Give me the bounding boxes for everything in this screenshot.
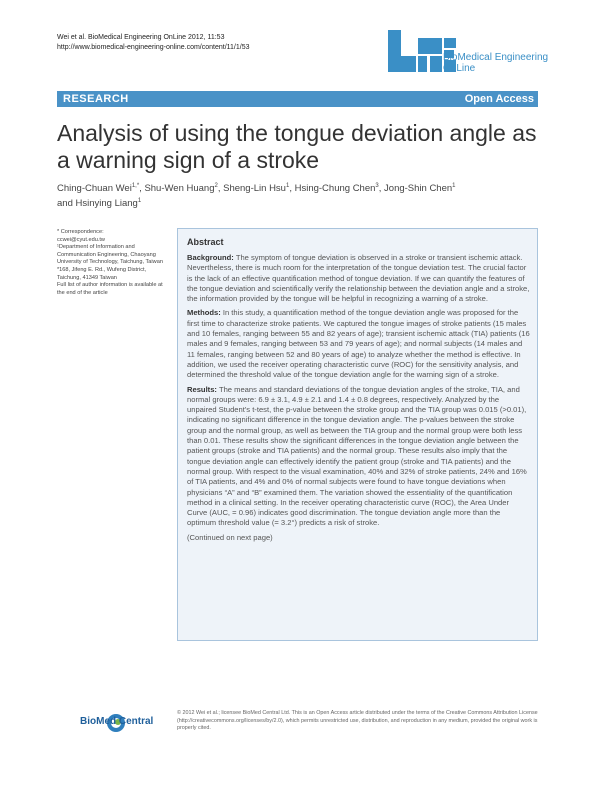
author-name[interactable]: Hsinying Liang [75, 198, 138, 210]
author-list: Ching-Chuan Wei$^{1,*}$, Shu-Wen Huang$^2$, Sheng-Lin Hsu$^1$, Hsing-Chung Chen$^3$, Jong-Shin Chen$^1$ and Hsinying Liang$^1$ [57, 183, 456, 210]
author-affiliation: 1,* [131, 183, 140, 189]
citation-url[interactable]: http://www.biomedical-engineering-online.com/content/11/1/53 [57, 44, 250, 51]
article-type-label: RESEARCH [63, 93, 129, 105]
correspondence-sidebar [57, 229, 169, 297]
results-text: The means and standard deviations of the tongue deviation angles of the stroke, TIA, and normal groups were: 6.9 ± 3.1, 4.9 ± 2.1 and 1.4 ± 0.8 degrees, respectively. Analyzed by the unpaired Student's t-test, the p-value between the stroke group and the TIA group was 0.015 (>0.01), indicating no significant difference in the tongue deviation angle. The p-values between the stroke group and the normal group, as well as between the TIA group and the normal group were both less than 0.01. These results show the significant differences in the tongue deviation angle between the patient groups (stroke and TIA patients) and the normal group. These results also imply that the tongue deviation angle can effectively identify the patient group (stroke and TIA patients) and the normal group. With respect to the visual examination, 40% and 32% of stroke patients, 24% and 16% of TIA patients, and 4% and 0% of normal subjects were found to have tongue deviations when physicians “A” and “B” examined them. The variation showed the essentiality of the quantification method in a clinical setting. In the receiver operating characteristic curve (ROC), the Area Under Curve (AUC, = 0.96) indicates good discrimination. The tongue deviation angle more than the optimum threshold value (= 3.2°) predicts a risk of stroke. [187, 384, 527, 528]
methods-text: In this study, a quantification method of the tongue deviation angle was proposed for the first time to characterize stroke patients. We captured the tongue images of stroke patients (15 males and 10 females, ranging between 55 and 82 years of age); transient ischemic attack (TIA) patients (16 males and 9 females, ranging between 53 and 79 years of age); and normal subjects (14 males and 11 females, ranging between 52 and 80 years of age) to analyze whether the method is effective. In addition, we used the receiver operating characteristic curve (ROC) for the sensitivity analysis, and determined the threshold value of the tongue deviation angle for the warning sign of a stroke. [187, 308, 530, 380]
abstract-methods [187, 308, 530, 380]
correspondence-label: * Correspondence: [57, 229, 104, 235]
journal-logo-text [443, 52, 548, 74]
citation-line-1: Wei et al. BioMedical Engineering OnLine 2012, 11:53 [57, 34, 225, 41]
author-affiliation: 3 [375, 183, 379, 189]
header-citation [57, 33, 249, 53]
author-name[interactable]: Jong-Shin Chen [384, 183, 453, 195]
abstract-heading: Abstract [187, 237, 224, 247]
logo-line-2: OnLine [443, 63, 476, 74]
logo-line-1: BioMedical Engineering [443, 52, 549, 63]
correspondence-email[interactable]: ccwei@cyut.edu.tw [57, 236, 105, 243]
article-title: Analysis of using the tongue deviation angle as a warning sign of a stroke [57, 120, 537, 173]
abstract-background [187, 253, 530, 304]
author-name[interactable]: Shu-Wen Huang [144, 183, 215, 195]
background-text: The symptom of tongue deviation is observed in a stroke or transient ischemic attack. Nevertheless, there is much room for the interpretation of the tongue deviation test. The crucial factor is the lack of an effective quantification method of tongue deviation. If we can quantify the features of the tongue deviation and scientifically verify the relationship between the deviation angle and a stroke, the information provided by the tongue will be helpful in recognizing a warning of a stroke. [187, 253, 530, 304]
affiliation-address: *168, Jifeng E. Rd., Wufeng District, Taichung, 41349 Taiwan [57, 266, 147, 281]
author-name[interactable]: Sheng-Lin Hsu [223, 183, 286, 195]
author-info-note: Full list of author information is available at the end of the article [57, 282, 163, 296]
author-affiliation: 2 [214, 183, 218, 189]
methods-label: Methods: [187, 308, 221, 318]
abstract-body [187, 253, 530, 543]
author-affiliation: 1 [285, 183, 290, 189]
abstract-box [177, 228, 538, 641]
abstract-results [187, 385, 530, 529]
author-affiliation: 1 [452, 183, 456, 189]
copyright-notice: © 2012 Wei et al.; licensee BioMed Central Ltd. This is an Open Access article distributed under the terms of the Creative Commons Attribution License (http://creativecommons.org/licenses/by/2.0), which permits unrestricted use, distribution, and reproduction in any medium, provided the original work is properly cited. [177, 710, 538, 732]
open-access-label: Open Access [464, 93, 534, 105]
publisher-name: BioMed Central [80, 716, 154, 727]
affiliation-1: ¹Department of Information and Communication Engineering, Chaoyang University of Technology, Taichung, Taiwan [57, 244, 163, 266]
background-label: Background: [187, 253, 234, 262]
article-type-banner [57, 91, 538, 107]
author-name[interactable]: Hsing-Chung Chen [294, 183, 376, 195]
author-name[interactable]: Ching-Chuan Wei [57, 183, 132, 195]
results-label: Results: [187, 384, 217, 394]
continued-note: (Continued on next page) [187, 532, 273, 542]
author-affiliation: 1 [137, 198, 142, 205]
